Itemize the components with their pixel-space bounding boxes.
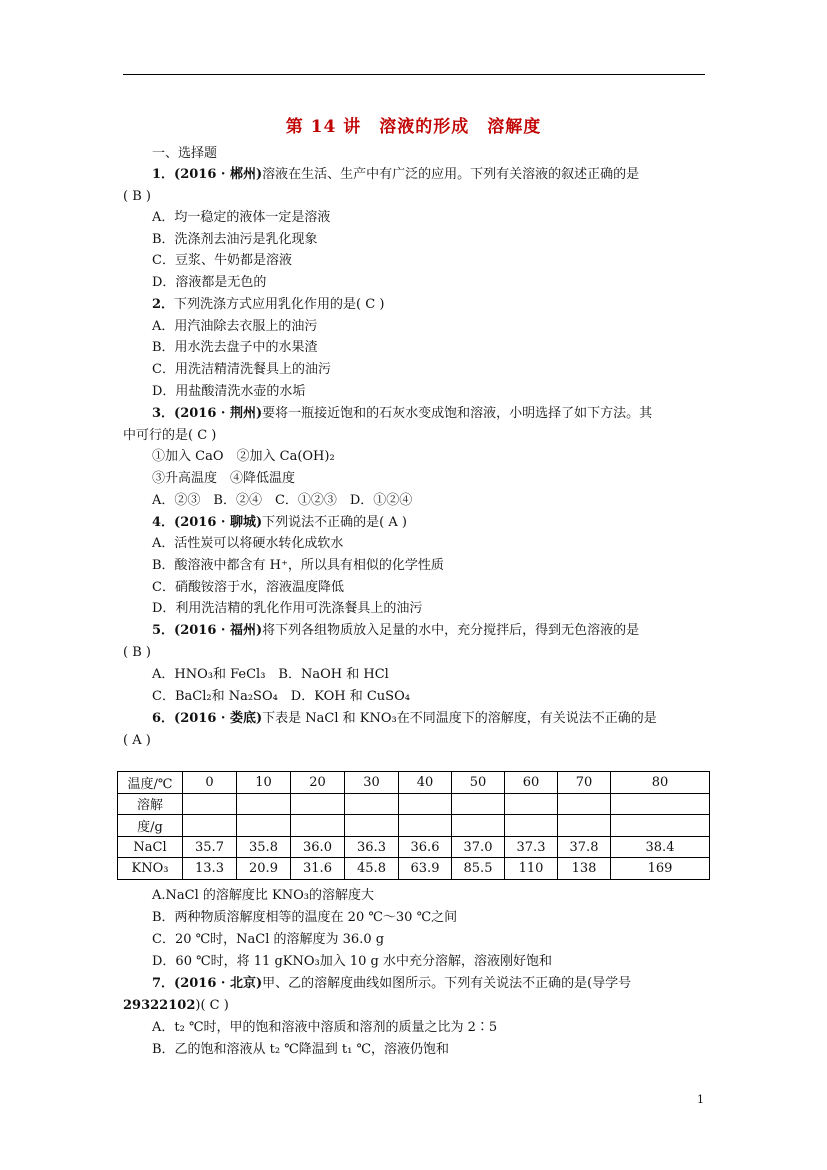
- table-cell: 0: [183, 772, 237, 794]
- table-cell: 80: [611, 772, 710, 794]
- option: C．20 ℃时，NaCl 的溶解度为 36.0 g: [152, 932, 385, 947]
- table-cell: 70: [558, 772, 611, 794]
- option: A．用汽油除去衣服上的油污: [152, 319, 318, 334]
- option: D．利用洗洁精的乳化作用可洗涤餐具上的油污: [152, 601, 423, 616]
- table-cell: 36.3: [345, 836, 399, 858]
- question-6-answer: ( A ): [123, 733, 151, 748]
- table-cell: 60: [505, 772, 558, 794]
- table-row: [118, 815, 710, 837]
- table-cell: 20: [291, 772, 345, 794]
- question-5-answer: ( B ): [123, 645, 151, 660]
- header-rule: [123, 74, 705, 75]
- table-cell: 度/g: [118, 815, 183, 837]
- table-cell: 37.0: [452, 836, 505, 858]
- table-cell: 45.8: [345, 858, 399, 880]
- table-cell: 13.3: [183, 858, 237, 880]
- option: B．用水洗去盘子中的水果渣: [152, 340, 318, 355]
- table-cell: 85.5: [452, 858, 505, 880]
- choice-list: ①加入 CaO ②加入 Ca(OH)₂: [152, 449, 335, 464]
- table-cell: KNO₃: [118, 858, 183, 880]
- option: B．乙的饱和溶液从 t₂ ℃降温到 t₁ ℃，溶液仍饱和: [152, 1042, 450, 1057]
- option: B．洗涤剂去油污是乳化现象: [152, 232, 318, 247]
- option: B．两种物质溶解度相等的温度在 20 ℃～30 ℃之间: [152, 910, 458, 925]
- table-cell: 35.8: [237, 836, 291, 858]
- option: A．t₂ ℃时，甲的饱和溶液中溶质和溶剂的质量之比为 2∶5: [152, 1020, 498, 1035]
- question-6: 6．(2016 · 娄底)下表是 NaCl 和 KNO₃在不同温度下的溶解度，有关说法不正确的是: [152, 711, 657, 726]
- page-number: 1: [697, 1093, 704, 1106]
- table-cell: 36.0: [291, 836, 345, 858]
- question-2: 2．下列洗涤方式应用乳化作用的是( C ): [152, 297, 385, 312]
- section-heading: 一、选择题: [152, 146, 218, 161]
- table-cell: 37.3: [505, 836, 558, 858]
- table-cell: 110: [505, 858, 558, 880]
- question-7-cont: 29322102)( C ): [123, 998, 229, 1013]
- table-row: [118, 836, 710, 858]
- table-cell: 20.9: [237, 858, 291, 880]
- option: D．用盐酸清洗水壶的水垢: [152, 384, 306, 399]
- table-cell: 31.6: [291, 858, 345, 880]
- option: C．BaCl₂和 Na₂SO₄ D．KOH 和 CuSO₄: [152, 689, 410, 704]
- option: D．60 ℃时，将 11 gKNO₃加入 10 g 水中充分溶解，溶液刚好饱和: [152, 954, 552, 969]
- option: C．硝酸铵溶于水，溶液温度降低: [152, 580, 344, 595]
- question-5: 5．(2016 · 福州)将下列各组物质放入足量的水中，充分搅拌后，得到无色溶液的是: [152, 623, 640, 638]
- option: A.NaCl 的溶解度比 KNO₃的溶解度大: [152, 888, 374, 903]
- table-cell: 63.9: [399, 858, 452, 880]
- table-cell: 50: [452, 772, 505, 794]
- question-1: 1．(2016 · 郴州)溶液在生活、生产中有广泛的应用。下列有关溶液的叙述正确的是: [152, 167, 640, 182]
- table-cell: 溶解: [118, 793, 183, 815]
- table-cell: 36.6: [399, 836, 452, 858]
- table-cell: 169: [611, 858, 710, 880]
- table-cell: 40: [399, 772, 452, 794]
- table-cell: 30: [345, 772, 399, 794]
- option: B．酸溶液中都含有 H⁺，所以具有相似的化学性质: [152, 558, 444, 573]
- table-header-row: [118, 772, 710, 794]
- table-cell: 10: [237, 772, 291, 794]
- option: A．均一稳定的液体一定是溶液: [152, 210, 331, 225]
- table-cell: 温度/℃: [118, 772, 183, 794]
- option: A．活性炭可以将硬水转化成软水: [152, 536, 344, 551]
- question-1-answer: ( B ): [123, 189, 151, 204]
- question-4: 4．(2016 · 聊城)下列说法不正确的是( A ): [152, 515, 407, 530]
- table-cell: 138: [558, 858, 611, 880]
- table-cell: 37.8: [558, 836, 611, 858]
- table-cell: 35.7: [183, 836, 237, 858]
- table-cell: 38.4: [611, 836, 710, 858]
- choice-list: ③升高温度 ④降低温度: [152, 471, 296, 486]
- option: A．HNO₃和 FeCl₃ B．NaOH 和 HCl: [152, 667, 389, 682]
- option: C．用洗洁精清洗餐具上的油污: [152, 362, 331, 377]
- question-3: 3．(2016 · 荆州)要将一瓶接近饱和的石灰水变成饱和溶液，小明选择了如下方法。其: [152, 406, 653, 421]
- table-cell: NaCl: [118, 836, 183, 858]
- option: C．豆浆、牛奶都是溶液: [152, 253, 292, 268]
- option: D．溶液都是无色的: [152, 275, 267, 290]
- option: A．②③ B．②④ C．①②③ D．①②④: [152, 493, 413, 508]
- question-3-cont: 中可行的是( C ): [123, 428, 217, 443]
- table-row: [118, 793, 710, 815]
- table-row: [118, 858, 710, 880]
- question-7: 7．(2016 · 北京)甲、乙的溶解度曲线如图所示。下列有关说法不正确的是(导学号: [152, 976, 632, 991]
- page-title: 第 14 讲 溶液的形成 溶解度: [285, 117, 542, 137]
- solubility-table: [117, 771, 710, 880]
